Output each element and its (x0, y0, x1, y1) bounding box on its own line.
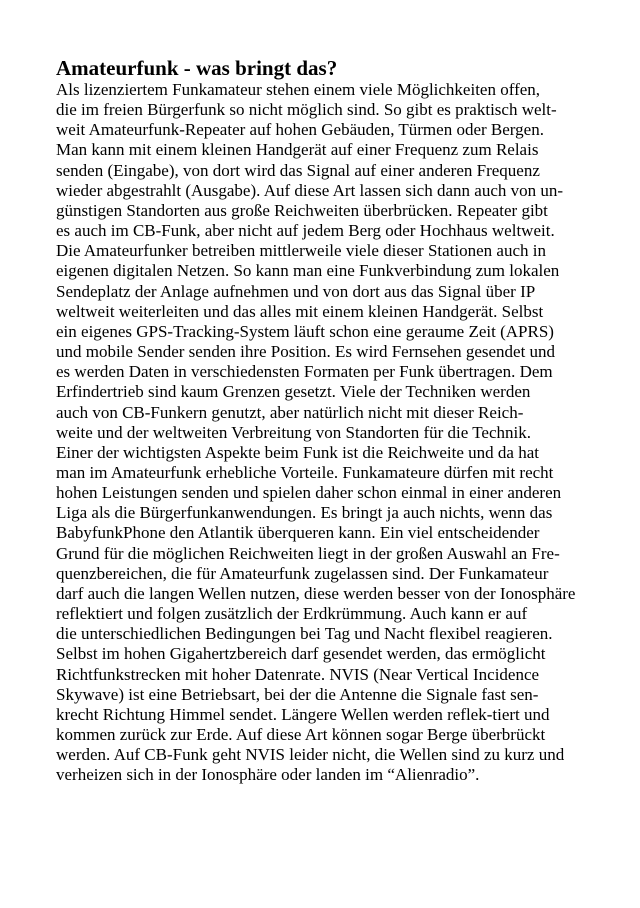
text-line: Man kann mit einem kleinen Handgerät auf einer Frequenz zum Relais (56, 140, 539, 160)
text-line: hohen Leistungen senden und spielen daher schon einmal in einer anderen (56, 483, 562, 503)
text-line: Sendeplatz der Anlage aufnehmen und von dort aus das Signal über IP (56, 281, 536, 301)
text-line: krecht Richtung Himmel sendet. Längere Wellen werden reflek-tiert und (56, 704, 550, 724)
text-line: Die Amateurfunker betreiben mittlerweile viele dieser Stationen auch in (56, 241, 546, 261)
text-line: es werden Daten in verschiedensten Formaten per Funk übertragen. Dem (56, 362, 553, 382)
text-line: kommen zurück zur Erde. Auf diese Art können sogar Berge überbrückt (56, 725, 546, 744)
text-line: eigenen digitalen Netzen. So kann man eine Funkverbindung zum lokalen (56, 261, 560, 281)
text-line: werden. Auf CB-Funk geht NVIS leider nicht, die Wellen sind zu kurz und (56, 745, 565, 765)
text-line: reflektiert und folgen zusätzlich der Erdkrümmung. Auch kann er auf (56, 604, 528, 624)
text-line: senden (Eingabe), von dort wird das Signal auf einer anderen Frequenz (56, 160, 540, 180)
text-line: und mobile Sender senden ihre Position. Es wird Fernsehen gesendet und (56, 342, 556, 362)
text-line: man im Amateurfunk erhebliche Vorteile. Funkamateure dürfen mit recht (56, 462, 554, 482)
text-line: weltweit weiterleiten und das alles mit einem kleinen Handgerät. Selbst (56, 301, 544, 321)
text-line: quenzbereichen, die für Amateurfunk zugelassen sind. Der Funkamateur (56, 563, 549, 583)
text-line: BabyfunkPhone den Atlantik überqueren kann. Ein viel entscheidender (56, 523, 540, 543)
text-line: ein eigenes GPS-Tracking-System läuft schon eine geraume Zeit (APRS) (56, 321, 554, 341)
text-line: darf auch die langen Wellen nutzen, diese werden besser von der Ionosphäre (56, 583, 576, 603)
text-line: wieder abgestrahlt (Ausgabe). Auf diese Art lassen sich dann auch von un- (56, 180, 564, 200)
text-line: die unterschiedlichen Bedingungen bei Tag und Nacht flexibel reagieren. (56, 624, 553, 644)
text-line: Erfindertrieb sind kaum Grenzen gesetzt. Viele der Techniken werden (56, 382, 531, 402)
text-line: weit Amateurfunk-Repeater auf hohen Gebäuden, Türmen oder Bergen. (56, 120, 544, 140)
text-line: verheizen sich in der Ionosphäre oder landen im “Alienradio”. (56, 765, 480, 785)
text-line: Grund für die möglichen Reichweiten liegt in der großen Auswahl an Fre- (56, 543, 560, 563)
text-line: Einer der wichtigsten Aspekte beim Funk ist die Reichweite und da hat (56, 442, 539, 462)
text-line: Richtfunkstrecken mit hoher Datenrate. NVIS (Near Vertical Incidence (56, 664, 540, 684)
text-line: Liga als die Bürgerfunkanwendungen. Es bringt ja auch nichts, wenn das (56, 503, 553, 523)
document-body (56, 80, 575, 785)
text-line: Skywave) ist eine Betriebsart, bei der die Antenne die Signale fast sen- (56, 684, 539, 704)
text-line: günstigen Standorten aus große Reichweiten überbrücken. Repeater gibt (56, 200, 548, 220)
text-line: weite und der weltweiten Verbreitung von Standorten für die Technik. (56, 422, 531, 442)
text-line: es auch im CB-Funk, aber nicht auf jedem Berg oder Hochhaus weltweit. (56, 221, 555, 241)
text-line: auch von CB-Funkern genutzt, aber natürlich nicht mit dieser Reich- (56, 402, 524, 422)
text-line: Selbst im hohen Gigahertzbereich darf gesendet werden, das ermöglicht (56, 644, 546, 664)
document-title: Amateurfunk - was bringt das? (56, 56, 338, 80)
text-line: Als lizenziertem Funkamateur stehen einem viele Möglichkeiten offen, (56, 80, 541, 99)
text-line: die im freien Bürgerfunk so nicht möglich sind. So gibt es praktisch welt- (56, 100, 557, 120)
